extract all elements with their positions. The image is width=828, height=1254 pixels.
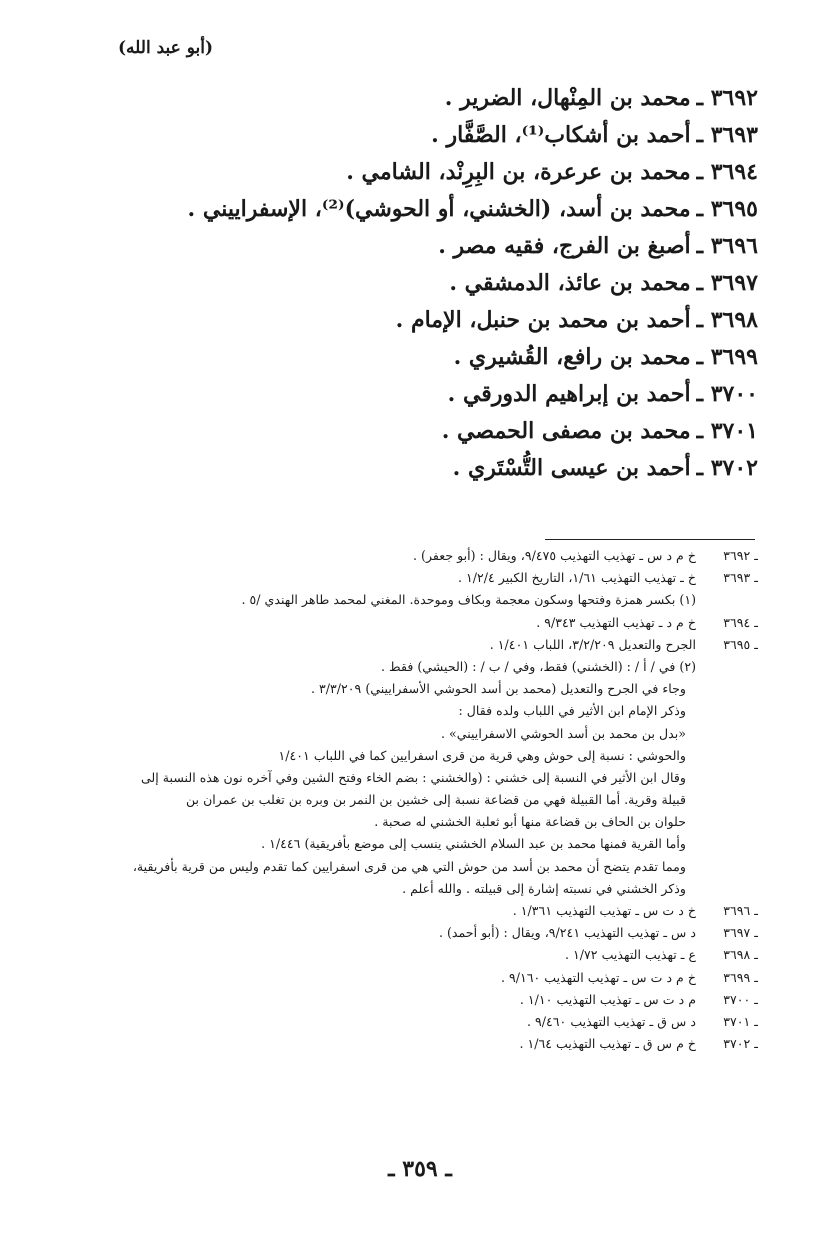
footnote-line [38, 989, 758, 1011]
footnote-line [38, 878, 758, 900]
footnote-line [38, 833, 758, 855]
entry-name: محمد بن عائذ، الدمشقي . [449, 270, 691, 296]
footnote-text: قبيلة وقرية. أما القبيلة فهي من قضاعة نسبة إلى خشين بن النمر بن وبره بن تغلب بن عمران بن [185, 792, 686, 808]
entry-name: أحمد بن إبراهيم الدورقي . [447, 381, 691, 407]
footnote-line [38, 612, 758, 634]
footnote-text: والحوشي : نسبة إلى حوش وهي قرية من قرى اسفرايين كما في اللباب ١/٤٠١ [278, 747, 686, 763]
footnote-text: خ م د ـ تهذيب التهذيب ٩/٣٤٣ . [536, 614, 696, 630]
footnote-text: م د ت س ـ تهذيب التهذيب ١/١٠ . [519, 991, 696, 1007]
footnote-line [38, 856, 758, 878]
entry-number: ٣٦٩٧ ـ [696, 270, 758, 296]
footnote-line [38, 944, 758, 966]
footnote-line [38, 678, 758, 700]
footnote-line [38, 967, 758, 989]
footnote-text: (١) بكسر همزة وفتحها وسكون معجمة وبكاف وموحدة. المغني لمحمد طاهر الهندي /٥ . [241, 592, 696, 608]
footnote-ref-number: ـ ٣٦٩٥ [723, 636, 758, 652]
entry-number: ٣٦٩٢ ـ [696, 85, 758, 111]
footnote-line [38, 589, 758, 611]
footnote-line [38, 634, 758, 656]
entry-number: ٣٧٠١ ـ [696, 418, 758, 444]
entry-number: ٣٦٩٤ ـ [696, 159, 758, 185]
page-number: ـ ٣٥٩ ـ [388, 1156, 452, 1182]
entry-row [118, 228, 758, 265]
footnote-ref-number: ـ ٣٦٩٢ [723, 548, 758, 563]
entry-number: ٣٦٩٥ ـ [696, 196, 758, 222]
footnote-line [38, 700, 758, 722]
footnote-line [38, 723, 758, 745]
entry-row [118, 154, 758, 191]
entry-name: أحمد بن عيسى التُّسْتَري . [452, 455, 691, 481]
footnote-ref-number: ـ ٣٦٩٧ [723, 925, 758, 941]
entry-number: ٣٧٠٢ ـ [696, 455, 758, 481]
footnote-text: خ م س ق ـ تهذيب التهذيب ١/٦٤ . [519, 1036, 696, 1052]
footnotes [38, 545, 758, 1055]
footnote-text: ومما تقدم يتضح أن محمد بن أسد من حوش التي هي من قرى اسفرايين كما تقدم وليس من قرية بأفريقية، [132, 858, 686, 874]
footnote-ref-number: ـ ٣٦٩٤ [723, 614, 758, 630]
footnote-line [38, 745, 758, 767]
footnote-text: وجاء في الجرح والتعديل (محمد بن أسد الحوشي الأسفراييني) ٣/٣/٢٠٩ . [310, 681, 686, 697]
footnote-text: ع ـ تهذيب التهذيب ١/٧٢ . [565, 947, 696, 963]
entry-name: محمد بن المِنْهال، الضرير . [444, 85, 691, 111]
footnote-text: «بدل بن محمد بن أسد الحوشي الاسفراييني» . [441, 725, 686, 741]
footnote-ref-number: ـ ٣٦٩٣ [723, 570, 758, 586]
footnote-text: وأما القرية فمنها محمد بن عبد السلام الخشني ينسب إلى موضع بأفريقية) ١/٤٤٦ . [261, 836, 686, 852]
footnote-line [38, 567, 758, 589]
footnote-text: خ د ت س ـ تهذيب التهذيب ١/٣٦١ . [512, 903, 696, 918]
entry-row [118, 117, 758, 154]
footnote-line [38, 1011, 758, 1033]
entry-row [118, 265, 758, 302]
entry-name: أحمد بن أشكاب⁽¹⁾، الصَّفَّار . [431, 122, 691, 148]
footnote-ref-number: ـ ٣٦٩٦ [723, 903, 758, 918]
footnote-text: وذكر الخشني في نسبته إشارة إلى قبيلته . والله أعلم . [402, 880, 686, 896]
entry-number: ٣٧٠٠ ـ [696, 381, 758, 407]
entry-row [118, 376, 758, 413]
entry-name: محمد بن عرعرة، بن البِرِنْد، الشامي . [346, 159, 691, 185]
footnote-line [38, 545, 758, 567]
entry-row [118, 413, 758, 450]
footnote-text: خ م د ت س ـ تهذيب التهذيب ٩/١٦٠ . [500, 969, 696, 985]
footnote-text: الجرح والتعديل ٣/٢/٢٠٩، اللباب ١/٤٠١ . [489, 636, 696, 652]
footnote-text: د س ـ تهذيب التهذيب ٩/٢٤١، ويقال : (أبو أحمد) . [438, 925, 696, 941]
entry-name: محمد بن مصفى الحمصي . [441, 418, 691, 444]
footnote-ref-number: ـ ٣٧٠٢ [723, 1036, 758, 1052]
footnote-ref-number: ـ ٣٧٠١ [723, 1013, 758, 1029]
footnote-ref-number: ـ ٣٦٩٨ [723, 947, 758, 963]
footnote-line [38, 900, 758, 922]
footnote-text: د س ق ـ تهذيب التهذيب ٩/٤٦٠ . [526, 1013, 696, 1029]
entry-row [118, 191, 758, 228]
footnote-separator [545, 539, 755, 540]
entry-name: محمد بن أسد، (الخشني، أو الحوشي)⁽²⁾، الإسفراييني . [187, 196, 691, 222]
footnote-text: خ ـ تهذيب التهذيب ١/٦١، التاريخ الكبير ١/٢/٤ . [458, 570, 696, 586]
entry-row [118, 339, 758, 376]
entry-row [118, 302, 758, 339]
footnote-line [38, 767, 758, 789]
entry-number: ٣٦٩٦ ـ [696, 233, 758, 259]
footnote-ref-number: ـ ٣٧٠٠ [723, 991, 758, 1007]
footnote-line [38, 789, 758, 811]
entry-number: ٣٦٩٣ ـ [696, 122, 758, 148]
footnote-line [38, 811, 758, 833]
footnote-text: (٢) في / أ / : (الخشني) فقط، وفي / ب / : (الحيشي) فقط . [381, 658, 696, 674]
footnote-ref-number: ـ ٣٦٩٩ [723, 969, 758, 985]
entry-number: ٣٦٩٩ ـ [696, 344, 758, 370]
entry-row [118, 80, 758, 117]
entry-name: أصبغ بن الفرج، فقيه مصر . [438, 233, 691, 259]
entry-name: أحمد بن محمد بن حنبل، الإمام . [395, 307, 691, 333]
footnote-text: وذكر الإمام ابن الأثير في اللباب ولده فقال : [458, 703, 686, 719]
entry-number: ٣٦٩٨ ـ [696, 307, 758, 333]
running-title: (أبو عبد الله) [118, 38, 214, 58]
footnote-line [38, 656, 758, 678]
biography-entry-list [118, 80, 758, 487]
entry-row [118, 450, 758, 487]
footnote-line [38, 922, 758, 944]
footnote-line [38, 1033, 758, 1055]
entry-name: محمد بن رافع، القُشيري . [453, 344, 691, 370]
footnote-text: خ م د س ـ تهذيب التهذيب ٩/٤٧٥، ويقال : (أبو جعفر) . [413, 548, 696, 563]
footnote-text: حلوان بن الحاف بن قضاعة منها أبو ثعلبة الخشني له صحبة . [374, 814, 686, 830]
footnote-text: وقال ابن الأثير في النسبة إلى خشني : (والخشني : بضم الخاء وفتح الشين وفي آخره نون هذه النسبة إلى [140, 769, 686, 785]
